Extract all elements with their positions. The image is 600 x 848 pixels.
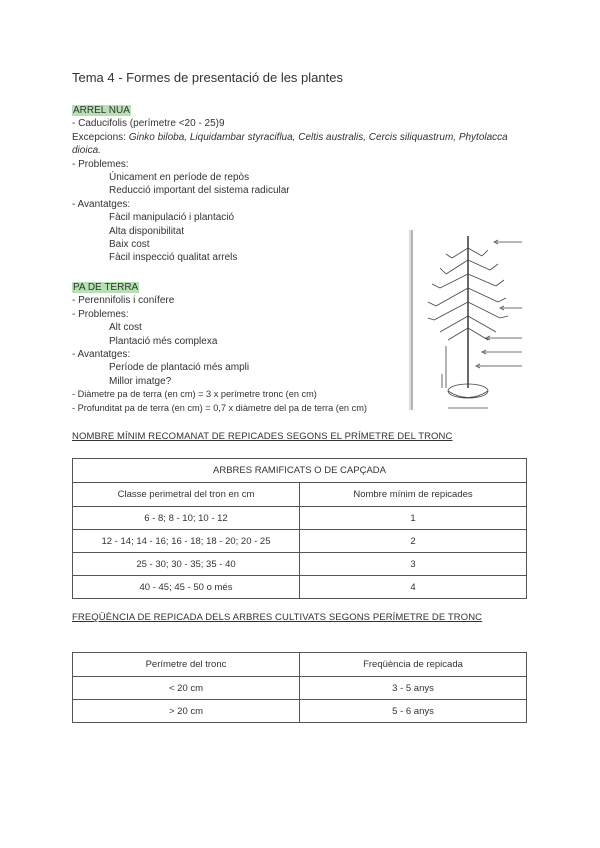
table2-col2-header: Freqüència de repicada bbox=[300, 653, 527, 677]
table-cell: 3 - 5 anys bbox=[300, 677, 527, 700]
diametre-formula: - Diàmetre pa de terra (en cm) = 3 x perímetre tronc (en cm) bbox=[72, 389, 317, 400]
list-item: Únicament en període de repòs bbox=[109, 172, 250, 184]
caducifolis-line: - Caducifolis (perímetre <20 - 25)9 bbox=[72, 118, 225, 130]
table-cell: 2 bbox=[300, 530, 527, 553]
repicades-table bbox=[72, 458, 527, 599]
list-item: Període de plantació més ampli bbox=[109, 362, 250, 374]
arrel-avantatges-label: - Avantatges: bbox=[72, 198, 131, 210]
list-item: Baix cost bbox=[109, 239, 150, 251]
table-cell: < 20 cm bbox=[73, 677, 300, 700]
list-item: Fàcil inspecció qualitat arrels bbox=[109, 252, 238, 264]
table2-heading: FREQÜÈNCIA DE REPICADA DELS ARBRES CULTIVATS SEGONS PERÍMETRE DE TRONC bbox=[72, 612, 483, 623]
pa-problemes-label: - Problemes: bbox=[72, 308, 129, 320]
arrel-nua-heading: ARREL NUA bbox=[73, 105, 130, 116]
arrel-problemes-label: - Problemes: bbox=[72, 158, 129, 170]
page-title: Tema 4 - Formes de presentació de les plantes bbox=[72, 70, 343, 85]
table-row bbox=[73, 507, 527, 530]
list-item: Alt cost bbox=[109, 322, 142, 334]
table-cell: > 20 cm bbox=[73, 700, 300, 723]
table1-col1-header: Classe perimetral del tron en cm bbox=[73, 483, 300, 507]
table1-col2-header: Nombre mínim de repicades bbox=[300, 483, 527, 507]
table-cell: 40 - 45; 45 - 50 o més bbox=[73, 576, 300, 599]
table1-caption: ARBRES RAMIFICATS O DE CAPÇADA bbox=[73, 459, 527, 483]
pa-de-terra-section bbox=[72, 281, 412, 415]
perennifolis-line: - Perennifolis i conífere bbox=[72, 295, 175, 307]
pa-avantatges-label: - Avantatges: bbox=[72, 349, 131, 361]
table2-col1-header: Perímetre del tronc bbox=[73, 653, 300, 677]
excepcions-species: Ginko biloba, Liquidambar styraciflua, Celtis australis, Cercis siliquastrum, Phytolacca dioica. bbox=[72, 131, 508, 157]
table-row bbox=[73, 553, 527, 576]
list-item: Reducció important del sistema radicular bbox=[109, 185, 290, 197]
list-item: Millor imatge? bbox=[109, 375, 172, 387]
table-row bbox=[73, 700, 527, 723]
pa-de-terra-heading: PA DE TERRA bbox=[73, 282, 139, 293]
table-cell: 6 - 8; 8 - 10; 10 - 12 bbox=[73, 507, 300, 530]
table-cell: 4 bbox=[300, 576, 527, 599]
table-cell: 3 bbox=[300, 553, 527, 576]
table-row bbox=[73, 576, 527, 599]
table-cell: 12 - 14; 14 - 16; 16 - 18; 18 - 20; 20 - 25 bbox=[73, 530, 300, 553]
list-item: Alta disponibilitat bbox=[109, 225, 185, 237]
excepcions-label: Excepcions: bbox=[72, 131, 129, 143]
table-row bbox=[73, 530, 527, 553]
table-cell: 5 - 6 anys bbox=[300, 700, 527, 723]
tree-illustration bbox=[402, 228, 524, 416]
excepcions-line bbox=[72, 131, 532, 158]
list-item: Fàcil manipulació i plantació bbox=[109, 212, 235, 224]
table-row bbox=[73, 677, 527, 700]
profunditat-formula: - Profunditat pa de terra (en cm) = 0,7 x diàmetre del pa de terra (en cm) bbox=[72, 402, 367, 413]
frequencia-table bbox=[72, 652, 527, 723]
list-item: Plantació més complexa bbox=[109, 335, 218, 347]
table-cell: 25 - 30; 30 - 35; 35 - 40 bbox=[73, 553, 300, 576]
table1-heading: NOMBRE MÍNIM RECOMANAT DE REPICADES SEGONS EL PRÍMETRE DEL TRONC bbox=[72, 431, 453, 442]
table-cell: 1 bbox=[300, 507, 527, 530]
